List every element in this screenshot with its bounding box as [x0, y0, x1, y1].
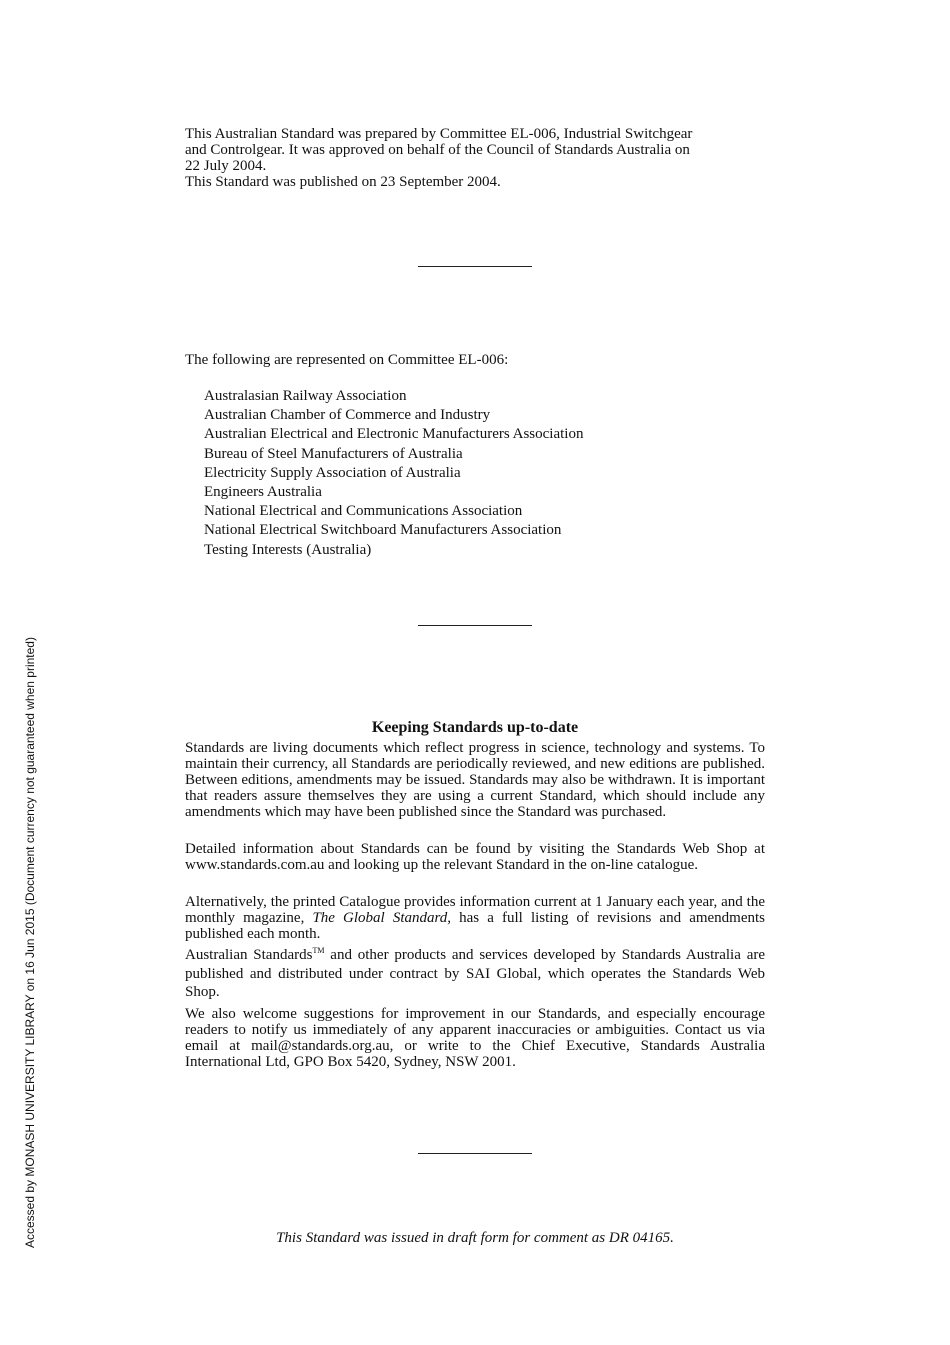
- text-run: Alternatively, the printed Catalogue provides information current at 1 January each year, and the monthly magazine,: [185, 894, 765, 926]
- keeping-paragraph-4: [185, 946, 765, 1002]
- keeping-paragraph-1: [185, 740, 765, 820]
- committee-lead: The following are represented on Committee EL-006:: [185, 352, 509, 368]
- paragraph-text: Detailed information about Standards can be found by visiting the Standards Web Shop at www.standards.com.au and looking up the relevant Standard in the on-line catalogue.: [185, 841, 765, 873]
- member-item: Australian Chamber of Commerce and Industry: [204, 407, 491, 424]
- keeping-paragraph-3: [185, 894, 765, 942]
- member-item: National Electrical Switchboard Manufacturers Association: [204, 522, 562, 539]
- keeping-heading: Keeping Standards up-to-date: [371, 719, 579, 736]
- prepared-line: and Controlgear. It was approved on behalf of the Council of Standards Australia on: [185, 142, 690, 158]
- member-item: Australian Electrical and Electronic Manufacturers Association: [204, 426, 584, 443]
- published-line: This Standard was published on 23 September 2004.: [185, 174, 501, 190]
- text-run: and other products and services developed by Standards Australia are published and distributed under contract by SAI Global, which operates the Standards Web Shop.: [185, 947, 766, 1000]
- intro-block: [185, 126, 765, 190]
- prepared-line: 22 July 2004.: [185, 158, 267, 174]
- member-item: Electricity Supply Association of Australia: [204, 464, 461, 481]
- member-item: Testing Interests (Australia): [204, 541, 372, 558]
- paragraph-text: We also welcome suggestions for improvement in our Standards, and especially encourage readers to notify us immediately of any apparent inaccuracies or ambiguities. Contact us via email at mail@standards.org.au, or write to the Chief Executive, Standards Australia International Ltd, GPO Box 5420, Sydney, NSW 2001.: [185, 1006, 765, 1070]
- keeping-paragraph-2: [185, 841, 765, 873]
- divider: [418, 1153, 532, 1154]
- member-item: Australasian Railway Association: [204, 388, 407, 404]
- committee-members: [204, 387, 583, 560]
- member-item: National Electrical and Communications Association: [204, 503, 523, 520]
- draft-footer: This Standard was issued in draft form for comment as DR 04165.: [276, 1230, 674, 1246]
- paragraph-text: Standards are living documents which reflect progress in science, technology and systems. To maintain their currency, all Standards are periodically reviewed, and new editions are published. Between editions, amendments may be issued. Standards may also be withdrawn. It is important that readers assure themselves they are using a current Standard, which should include any amendments which may have been published since the Standard was purchased.: [185, 740, 765, 820]
- access-watermark-text: Accessed by MONASH UNIVERSITY LIBRARY on 16 Jun 2015 (Document currency not guaranteed when printed): [23, 637, 37, 1248]
- member-item: Bureau of Steel Manufacturers of Australia: [204, 445, 463, 462]
- prepared-line: This Australian Standard was prepared by Committee EL-006, Industrial Switchgear: [185, 126, 693, 142]
- paragraph-text: [185, 946, 765, 1002]
- member-item: Engineers Australia: [204, 484, 322, 501]
- text-run: Australian Standards: [185, 947, 313, 963]
- keeping-paragraph-5: [185, 1006, 765, 1070]
- magazine-title: The Global Standard,: [312, 910, 452, 926]
- text-run: has a full listing of revisions and amendments published each month.: [185, 910, 766, 942]
- divider: [418, 266, 532, 267]
- divider: [418, 625, 532, 626]
- paragraph-text: [185, 894, 765, 942]
- trademark-mark: TM: [312, 946, 325, 955]
